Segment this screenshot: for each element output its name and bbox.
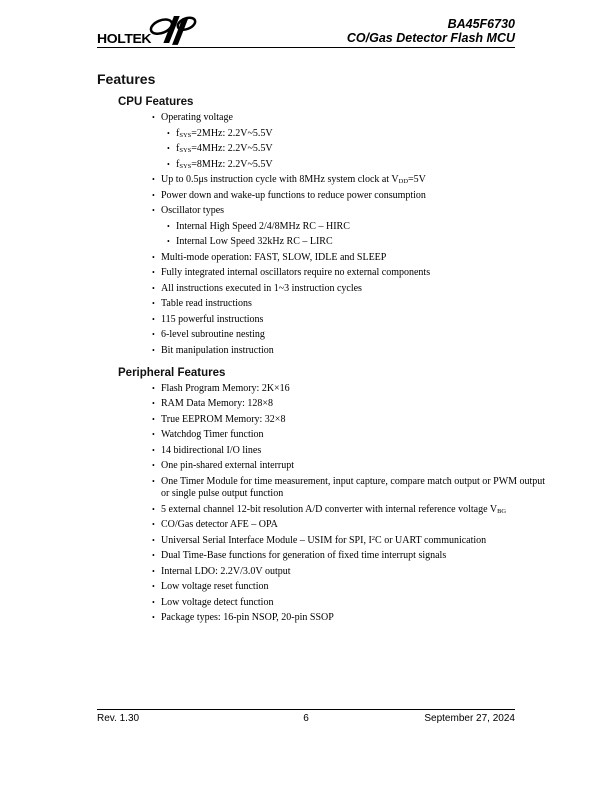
feature-text: One pin-shared external interrupt xyxy=(161,460,295,472)
feature-text: Power down and wake-up functions to reduce power consumption xyxy=(161,189,426,201)
feature-text: Oscillator types xyxy=(161,205,225,216)
bullet-marker: • xyxy=(152,206,155,215)
feature-item xyxy=(152,252,554,264)
bullet-marker: • xyxy=(152,345,155,355)
bullet-marker: • xyxy=(167,128,170,138)
bullet-marker: • xyxy=(152,414,155,424)
feature-text: Fully integrated internal oscillators require no external components xyxy=(161,267,431,278)
bullet-marker: • xyxy=(152,551,155,561)
feature-text: Flash Program Memory: 2K×16 xyxy=(161,382,290,394)
feature-item xyxy=(152,550,554,562)
bullet-marker: • xyxy=(152,330,155,339)
feature-text: Internal LDO: 2.2V/3.0V output xyxy=(161,565,291,577)
bullet-marker: • xyxy=(152,504,155,514)
feature-item xyxy=(152,612,554,624)
feature-item xyxy=(152,112,554,124)
feature-item xyxy=(167,221,554,233)
feature-text: 5 external channel 12-bit resolution A/D converter with internal reference voltage $V_{BG}$ xyxy=(161,503,507,515)
feature-item xyxy=(152,398,554,410)
feature-item xyxy=(152,445,554,457)
feature-item xyxy=(152,190,554,202)
section-cpu-features xyxy=(97,96,557,357)
feature-text: Internal Low Speed 32kHz RC – LIRC xyxy=(176,236,333,247)
bullet-marker: • xyxy=(152,430,155,440)
feature-text: CO/Gas detector AFE – OPA xyxy=(161,519,278,531)
bullet-marker: • xyxy=(152,314,155,324)
feature-text: Dual Time-Base functions for generation of fixed time interrupt signals xyxy=(161,550,447,562)
feature-item xyxy=(167,143,554,155)
bullet-marker: • xyxy=(152,283,155,293)
bullet-marker: • xyxy=(167,221,170,231)
feature-text: Watchdog Timer function xyxy=(161,429,264,441)
feature-item xyxy=(152,597,554,609)
feature-text: Operating voltage xyxy=(161,112,233,123)
feature-item xyxy=(152,205,554,217)
feature-item xyxy=(152,581,554,593)
feature-item xyxy=(152,283,554,295)
feature-item xyxy=(152,460,554,472)
product-title: CO/Gas Detector Flash MCU xyxy=(346,30,515,45)
feature-item xyxy=(152,267,554,279)
feature-item xyxy=(152,329,554,341)
feature-item xyxy=(167,236,554,248)
bullet-marker: • xyxy=(152,190,155,200)
feature-item xyxy=(152,535,554,547)
feature-text: Bit manipulation instruction xyxy=(161,344,274,356)
feature-text: Internal High Speed 2/4/8MHz RC – HIRC xyxy=(176,220,350,232)
feature-item xyxy=(167,128,554,140)
holtek-butterfly-icon xyxy=(148,13,198,46)
feature-item xyxy=(152,414,554,426)
feature-text: Package types: 16-pin NSOP, 20-pin SSOP xyxy=(161,612,334,624)
feature-text: Table read instructions xyxy=(161,298,252,309)
bullet-marker: • xyxy=(152,597,155,607)
bullet-marker: • xyxy=(152,175,155,184)
bullet-marker: • xyxy=(167,237,170,246)
bullet-marker: • xyxy=(167,159,170,169)
holtek-logo-text: HOLTEK xyxy=(97,30,152,46)
feature-text: 14 bidirectional I/O lines xyxy=(161,444,262,456)
feature-item xyxy=(152,519,554,531)
cpu-feature-list xyxy=(152,112,554,357)
feature-text: Low voltage reset function xyxy=(161,581,269,593)
feature-item xyxy=(152,314,554,326)
feature-text: RAM Data Memory: 128×8 xyxy=(161,398,274,410)
feature-item xyxy=(152,429,554,441)
feature-item xyxy=(152,566,554,578)
bullet-marker: • xyxy=(152,268,155,277)
feature-item xyxy=(152,174,554,186)
feature-text: Up to 0.5μs instruction cycle with 8MHz system clock at $V_{DD}=5V$ xyxy=(161,174,426,185)
feature-item xyxy=(152,345,554,357)
peripheral-feature-list xyxy=(152,383,554,625)
feature-text: Universal Serial Interface Module – USIM for SPI, $I^2C$ or UART communication xyxy=(161,534,487,546)
footer-page-number: 6 xyxy=(303,713,309,724)
page-content xyxy=(97,46,557,628)
bullet-marker: • xyxy=(152,535,155,545)
bullet-marker: • xyxy=(152,445,155,455)
feature-item xyxy=(152,383,554,395)
header-title-block xyxy=(347,18,515,45)
feature-text: Multi-mode operation: FAST, SLOW, IDLE and SLEEP xyxy=(161,251,387,263)
holtek-logo xyxy=(97,13,198,45)
feature-item xyxy=(152,476,554,501)
bullet-marker: • xyxy=(152,520,155,530)
bullet-marker: • xyxy=(152,566,155,576)
feature-item xyxy=(152,298,554,310)
page-heading: Features xyxy=(97,71,156,87)
feature-item xyxy=(152,504,554,516)
feature-text: True EEPROM Memory: 32×8 xyxy=(161,413,286,425)
footer-revision: Rev. 1.30 xyxy=(97,713,140,724)
bullet-marker: • xyxy=(152,613,155,623)
feature-text: 115 powerful instructions xyxy=(161,313,264,325)
bullet-marker: • xyxy=(152,299,155,308)
section-peripheral-features xyxy=(97,367,557,625)
bullet-marker: • xyxy=(152,582,155,592)
bullet-marker: • xyxy=(152,113,155,122)
section-title-peripheral: Peripheral Features xyxy=(118,366,226,379)
bullet-marker: • xyxy=(152,461,155,471)
feature-text: $f_{SYS}=8MHz$: 2.2V~5.5V xyxy=(176,158,273,170)
bullet-marker: • xyxy=(152,476,155,486)
bullet-marker: • xyxy=(167,144,170,153)
bullet-marker: • xyxy=(152,399,155,409)
doc-header xyxy=(97,11,515,48)
bullet-marker: • xyxy=(152,383,155,393)
part-number: BA45F6730 xyxy=(447,17,515,31)
feature-text: Low voltage detect function xyxy=(161,596,274,608)
footer-date: September 27, 2024 xyxy=(424,713,515,724)
feature-text: One Timer Module for time measurement, input capture, compare match output or PWM output or single pulse output function xyxy=(161,475,546,500)
feature-text: $f_{SYS}=2MHz$: 2.2V~5.5V xyxy=(176,127,273,139)
section-title-cpu: CPU Features xyxy=(118,96,194,108)
feature-text: $f_{SYS}=4MHz$: 2.2V~5.5V xyxy=(176,143,273,154)
feature-text: 6-level subroutine nesting xyxy=(161,329,265,340)
bullet-marker: • xyxy=(152,252,155,262)
feature-text: All instructions executed in 1~3 instruction cycles xyxy=(161,282,362,294)
doc-footer xyxy=(97,709,515,724)
feature-item xyxy=(167,159,554,171)
